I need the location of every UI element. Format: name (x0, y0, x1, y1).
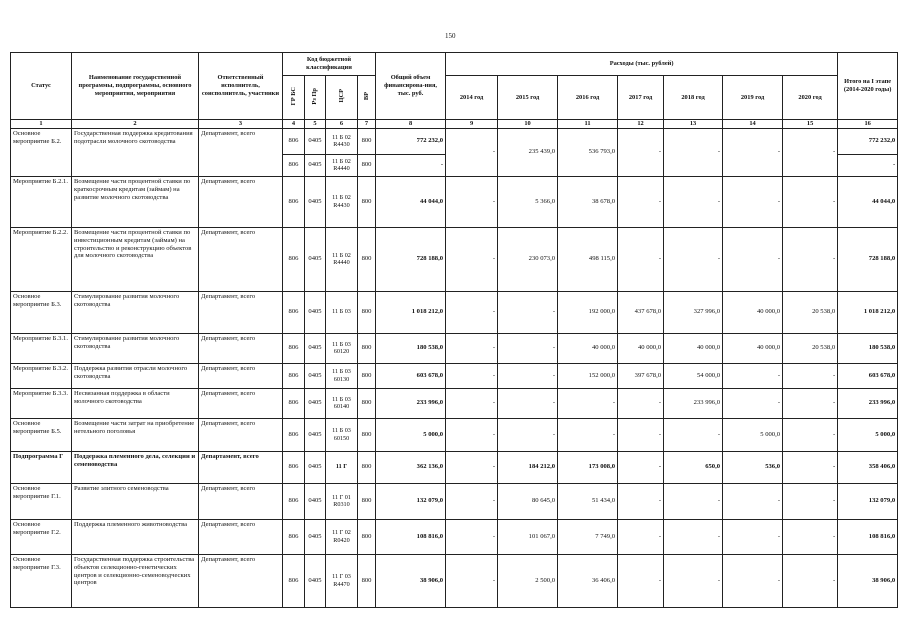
row-total: 5 000,0 (376, 418, 446, 451)
row-rzpr: 0405 (305, 333, 326, 363)
col-number: 8 (376, 120, 446, 129)
row-status: Основное мероприятие Г.2. (11, 519, 72, 554)
col-number: 12 (618, 120, 664, 129)
row-responsible: Департамент, всего (199, 291, 283, 333)
row-total: 38 906,0 (376, 554, 446, 607)
row-rzpr: 0405 (305, 519, 326, 554)
row-year-value: - (723, 128, 783, 176)
row-total: 362 136,0 (376, 451, 446, 483)
row-csr: 11 Б 03 60140 (326, 388, 358, 418)
row-year-value: 397 678,0 (618, 363, 664, 388)
row-name: Возмещение части процентной ставки по краткосрочным кредитам (займам) на развитие молочного скотоводства (72, 176, 199, 227)
col-number: 15 (783, 120, 838, 129)
row-year-value: - (618, 451, 664, 483)
row-year-value: - (558, 418, 618, 451)
row-year-value: - (723, 519, 783, 554)
row-year-value: - (723, 388, 783, 418)
row-year-value: - (783, 176, 838, 227)
row-year-value: - (664, 227, 723, 291)
row-responsible: Департамент, всего (199, 554, 283, 607)
row-vr: 800 (358, 333, 376, 363)
table-row (11, 554, 898, 607)
row-name: Возмещение части процентной ставки по инвестиционным кредитам (займам) на строительство и реконструкцию объектов для молочного скотоводства (72, 227, 199, 291)
row-year-value: 2 500,0 (498, 554, 558, 607)
header-expenses: Расходы (тыс. рублей) (446, 53, 838, 76)
row-year-value: 51 434,0 (558, 483, 618, 519)
row-year-value: 36 406,0 (558, 554, 618, 607)
row-year-value: 40 000,0 (558, 333, 618, 363)
row-itogo: 180 538,0 (838, 333, 898, 363)
row-year-value: - (446, 554, 498, 607)
row-status: Основное мероприятие Б.2. (11, 128, 72, 176)
row-name: Поддержка племенного дела, селекции и семеноводства (72, 451, 199, 483)
row-year-value: - (446, 176, 498, 227)
row-year-value: - (664, 176, 723, 227)
row-year-value: - (723, 363, 783, 388)
row-year-value: 235 439,0 (498, 128, 558, 176)
row-year-value: - (618, 227, 664, 291)
row-year-value: 327 996,0 (664, 291, 723, 333)
table-row (11, 227, 898, 291)
row-csr: 11 Г (326, 451, 358, 483)
header-year: 2020 год (783, 76, 838, 120)
row-year-value: - (783, 388, 838, 418)
header-responsible: Ответственный исполнитель, соисполнитель, участники (199, 53, 283, 120)
row-responsible: Департамент, всего (199, 451, 283, 483)
row-year-value: - (498, 291, 558, 333)
row-total: 772 232,0 (376, 128, 446, 154)
row-year-value: 40 000,0 (664, 333, 723, 363)
row-year-value: - (723, 227, 783, 291)
header-code-grbs: ГР БС (283, 76, 305, 120)
row-year-value: 230 073,0 (498, 227, 558, 291)
row-itogo: - (838, 154, 898, 176)
col-number: 1 (11, 120, 72, 129)
row-total: - (376, 154, 446, 176)
row-total: 1 018 212,0 (376, 291, 446, 333)
row-year-value: 101 067,0 (498, 519, 558, 554)
col-number: 4 (283, 120, 305, 129)
row-year-value: - (783, 418, 838, 451)
row-year-value: - (618, 388, 664, 418)
header-year: 2014 год (446, 76, 498, 120)
row-rzpr: 0405 (305, 154, 326, 176)
row-responsible: Департамент, всего (199, 363, 283, 388)
col-number: 2 (72, 120, 199, 129)
row-rzpr: 0405 (305, 554, 326, 607)
row-itogo: 5 000,0 (838, 418, 898, 451)
row-year-value: - (498, 388, 558, 418)
row-itogo: 132 079,0 (838, 483, 898, 519)
row-csr: 11 Б 02 R4440 (326, 154, 358, 176)
row-name: Несвязанная поддержка в области молочного скотоводства (72, 388, 199, 418)
row-status: Мероприятие Б.3.2. (11, 363, 72, 388)
row-rzpr: 0405 (305, 128, 326, 154)
row-year-value: - (446, 333, 498, 363)
expenses-table (10, 52, 898, 608)
row-year-value: 437 678,0 (618, 291, 664, 333)
col-number: 16 (838, 120, 898, 129)
row-year-value: 498 115,0 (558, 227, 618, 291)
row-rzpr: 0405 (305, 291, 326, 333)
header-year: 2019 год (723, 76, 783, 120)
row-itogo: 233 996,0 (838, 388, 898, 418)
col-number: 7 (358, 120, 376, 129)
row-year-value: - (618, 483, 664, 519)
header-status: Статус (11, 53, 72, 120)
row-csr: 11 Г 01 R0310 (326, 483, 358, 519)
row-year-value: 536,0 (723, 451, 783, 483)
row-status: Мероприятие Б.2.1. (11, 176, 72, 227)
row-vr: 800 (358, 227, 376, 291)
row-year-value: 192 000,0 (558, 291, 618, 333)
col-number: 10 (498, 120, 558, 129)
row-vr: 800 (358, 128, 376, 154)
table-row (11, 363, 898, 388)
row-year-value: - (783, 483, 838, 519)
row-year-value: - (664, 519, 723, 554)
row-year-value: 20 538,0 (783, 291, 838, 333)
row-year-value: - (618, 554, 664, 607)
col-number: 11 (558, 120, 618, 129)
row-year-value: - (618, 418, 664, 451)
row-grbs: 806 (283, 176, 305, 227)
row-grbs: 806 (283, 333, 305, 363)
row-year-value: 54 000,0 (664, 363, 723, 388)
row-total: 44 044,0 (376, 176, 446, 227)
row-year-value: - (783, 363, 838, 388)
row-year-value: - (446, 128, 498, 176)
row-year-value: - (783, 451, 838, 483)
row-vr: 800 (358, 154, 376, 176)
row-responsible: Департамент, всего (199, 176, 283, 227)
row-year-value: - (783, 128, 838, 176)
row-year-value: - (618, 128, 664, 176)
row-rzpr: 0405 (305, 388, 326, 418)
row-vr: 800 (358, 291, 376, 333)
col-number: 14 (723, 120, 783, 129)
row-vr: 800 (358, 483, 376, 519)
row-vr: 800 (358, 451, 376, 483)
row-rzpr: 0405 (305, 451, 326, 483)
row-year-value: - (446, 451, 498, 483)
row-year-value: - (664, 554, 723, 607)
row-itogo: 728 188,0 (838, 227, 898, 291)
header-year: 2016 год (558, 76, 618, 120)
row-csr: 11 Г 02 R0420 (326, 519, 358, 554)
col-number: 6 (326, 120, 358, 129)
row-year-value: - (664, 418, 723, 451)
row-year-value: - (618, 519, 664, 554)
row-year-value: 536 793,0 (558, 128, 618, 176)
table-row (11, 291, 898, 333)
row-year-value: - (783, 519, 838, 554)
row-status: Мероприятие Б.3.3. (11, 388, 72, 418)
row-itogo: 772 232,0 (838, 128, 898, 154)
row-csr: 11 Б 03 60130 (326, 363, 358, 388)
table-row (11, 451, 898, 483)
row-year-value: - (723, 176, 783, 227)
row-name: Поддержка развития отрасли молочного скотоводства (72, 363, 199, 388)
row-vr: 800 (358, 176, 376, 227)
row-grbs: 806 (283, 154, 305, 176)
row-year-value: - (446, 418, 498, 451)
row-name: Стимулирование развития молочного скотоводства (72, 333, 199, 363)
row-year-value: 152 000,0 (558, 363, 618, 388)
row-name: Стимулирование развития молочного скотоводства (72, 291, 199, 333)
row-total: 108 816,0 (376, 519, 446, 554)
table-row (11, 418, 898, 451)
row-year-value: 233 996,0 (664, 388, 723, 418)
row-grbs: 806 (283, 519, 305, 554)
row-responsible: Департамент, всего (199, 388, 283, 418)
row-status: Основное мероприятие Б.3. (11, 291, 72, 333)
row-grbs: 806 (283, 554, 305, 607)
row-total: 233 996,0 (376, 388, 446, 418)
row-total: 603 678,0 (376, 363, 446, 388)
row-grbs: 806 (283, 128, 305, 154)
row-status: Мероприятие Б.2.2. (11, 227, 72, 291)
row-year-value: 5 000,0 (723, 418, 783, 451)
table-row (11, 333, 898, 363)
row-responsible: Департамент, всего (199, 128, 283, 176)
row-year-value: 20 538,0 (783, 333, 838, 363)
row-responsible: Департамент, всего (199, 333, 283, 363)
header-code-rzpr: Рз Пр (305, 76, 326, 120)
table-row (11, 388, 898, 418)
row-rzpr: 0405 (305, 483, 326, 519)
header-itogo: Итого на I этапе (2014-2020 годы) (838, 53, 898, 120)
row-year-value: - (664, 483, 723, 519)
row-status: Основное мероприятие Г.1. (11, 483, 72, 519)
row-year-value: - (446, 388, 498, 418)
row-year-value: 38 678,0 (558, 176, 618, 227)
row-vr: 800 (358, 519, 376, 554)
row-responsible: Департамент, всего (199, 483, 283, 519)
row-year-value: - (723, 483, 783, 519)
row-rzpr: 0405 (305, 176, 326, 227)
row-csr: 11 Б 02 R4430 (326, 176, 358, 227)
row-year-value: - (498, 418, 558, 451)
col-number: 9 (446, 120, 498, 129)
table-row (11, 519, 898, 554)
row-name: Возмещение части затрат на приобретение нетельного поголовья (72, 418, 199, 451)
row-vr: 800 (358, 388, 376, 418)
row-itogo: 108 816,0 (838, 519, 898, 554)
row-year-value: - (446, 483, 498, 519)
header-total-funding: Общий объем финансирова-ния, тыс. руб. (376, 53, 446, 120)
row-csr: 11 Б 02 R4430 (326, 128, 358, 154)
row-total: 180 538,0 (376, 333, 446, 363)
row-year-value: - (723, 554, 783, 607)
row-status: Основное мероприятие Б.5. (11, 418, 72, 451)
row-grbs: 806 (283, 451, 305, 483)
table-row (11, 483, 898, 519)
row-year-value: - (446, 363, 498, 388)
row-year-value: 184 212,0 (498, 451, 558, 483)
page-number: 150 (445, 32, 456, 40)
row-csr: 11 Б 02 R4440 (326, 227, 358, 291)
row-csr: 11 Г 03 R4470 (326, 554, 358, 607)
row-rzpr: 0405 (305, 227, 326, 291)
row-status: Подпрограмма Г (11, 451, 72, 483)
col-number: 13 (664, 120, 723, 129)
row-rzpr: 0405 (305, 363, 326, 388)
row-vr: 800 (358, 363, 376, 388)
row-itogo: 603 678,0 (838, 363, 898, 388)
row-itogo: 358 406,0 (838, 451, 898, 483)
table-row (11, 128, 898, 154)
row-grbs: 806 (283, 483, 305, 519)
row-csr: 11 Б 03 (326, 291, 358, 333)
row-vr: 800 (358, 554, 376, 607)
row-csr: 11 Б 03 60150 (326, 418, 358, 451)
row-total: 132 079,0 (376, 483, 446, 519)
table-row (11, 176, 898, 227)
row-itogo: 1 018 212,0 (838, 291, 898, 333)
col-number: 3 (199, 120, 283, 129)
row-responsible: Департамент, всего (199, 519, 283, 554)
header-code-vr: ВР (358, 76, 376, 120)
header-year: 2015 год (498, 76, 558, 120)
column-numbers-row (11, 120, 898, 129)
row-total: 728 188,0 (376, 227, 446, 291)
row-year-value: - (498, 363, 558, 388)
row-year-value: 40 000,0 (723, 291, 783, 333)
row-vr: 800 (358, 418, 376, 451)
row-status: Мероприятие Б.3.1. (11, 333, 72, 363)
row-year-value: - (558, 388, 618, 418)
row-year-value: - (664, 128, 723, 176)
row-name: Развитие элитного семеноводства (72, 483, 199, 519)
header-name: Наименование государственной программы, подпрограммы, основного мероприятия, мероприятия (72, 53, 199, 120)
row-name: Государственная поддержка строительства объектов селекционно-генетических центров и селекционно-семеноводческих центров (72, 554, 199, 607)
row-year-value: - (446, 291, 498, 333)
col-number: 5 (305, 120, 326, 129)
row-year-value: - (446, 519, 498, 554)
row-year-value: 5 366,0 (498, 176, 558, 227)
row-itogo: 44 044,0 (838, 176, 898, 227)
row-name: Государственная поддержка кредитования подотрасли молочного скотоводства (72, 128, 199, 176)
row-year-value: 40 000,0 (618, 333, 664, 363)
row-status: Основное мероприятие Г.3. (11, 554, 72, 607)
row-year-value: - (783, 227, 838, 291)
row-year-value: 80 645,0 (498, 483, 558, 519)
row-year-value: 40 000,0 (723, 333, 783, 363)
header-code-csr: ЦСР (326, 76, 358, 120)
row-year-value: 173 008,0 (558, 451, 618, 483)
row-responsible: Департамент, всего (199, 418, 283, 451)
row-year-value: - (783, 554, 838, 607)
row-grbs: 806 (283, 388, 305, 418)
row-year-value: 650,0 (664, 451, 723, 483)
row-responsible: Департамент, всего (199, 227, 283, 291)
header-year: 2018 год (664, 76, 723, 120)
row-rzpr: 0405 (305, 418, 326, 451)
row-year-value: - (618, 176, 664, 227)
row-grbs: 806 (283, 363, 305, 388)
row-grbs: 806 (283, 291, 305, 333)
header-year: 2017 год (618, 76, 664, 120)
header-budget-code: Код бюджетной классификации (283, 53, 376, 76)
row-year-value: - (446, 227, 498, 291)
row-year-value: - (498, 333, 558, 363)
row-grbs: 806 (283, 418, 305, 451)
row-name: Поддержка племенного животноводства (72, 519, 199, 554)
row-year-value: 7 749,0 (558, 519, 618, 554)
row-grbs: 806 (283, 227, 305, 291)
row-itogo: 38 906,0 (838, 554, 898, 607)
row-csr: 11 Б 03 60120 (326, 333, 358, 363)
